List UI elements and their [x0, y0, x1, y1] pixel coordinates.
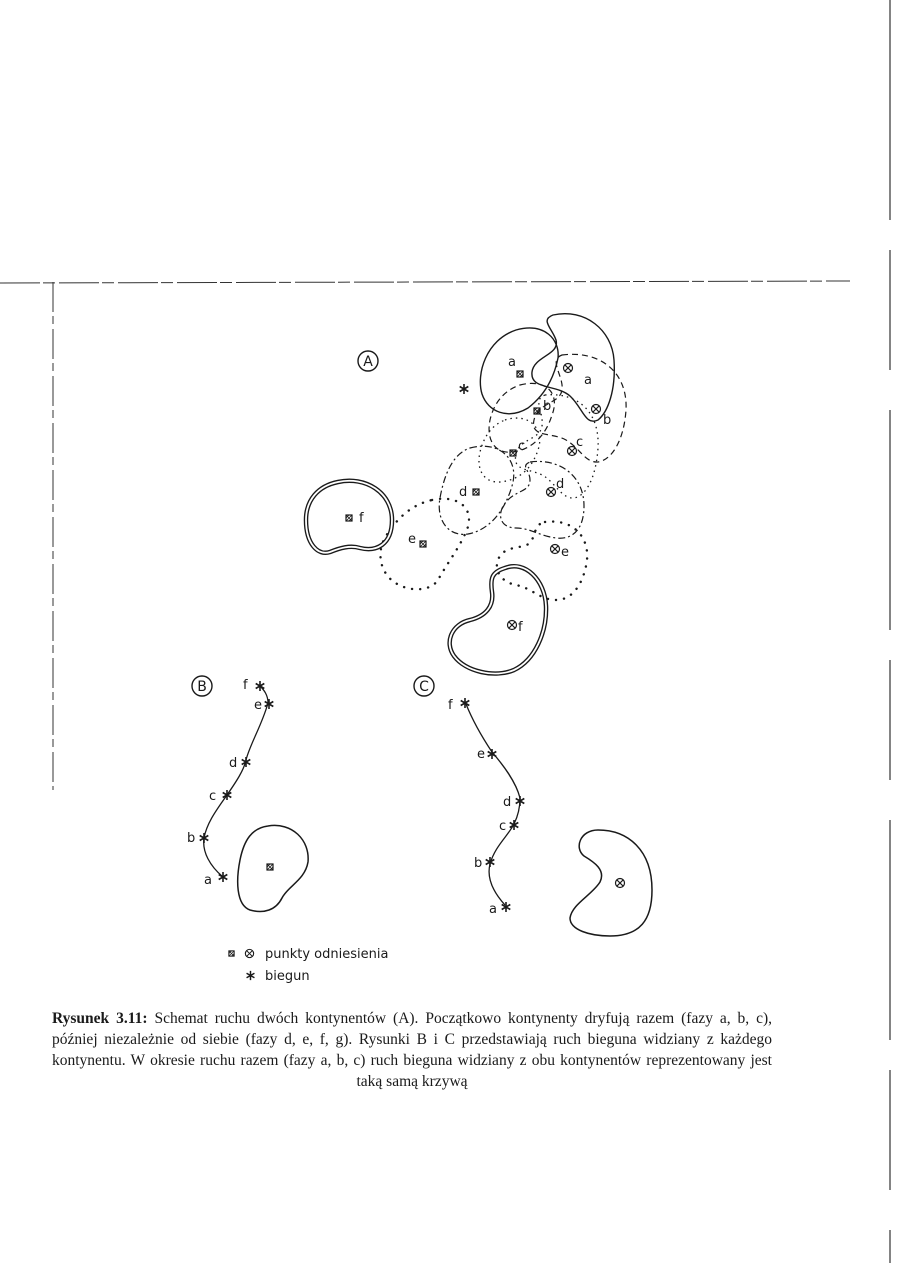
- pole-label-b-b: b: [187, 831, 196, 846]
- ref-square-icon: [420, 541, 426, 547]
- figure-caption: [52, 1008, 772, 1092]
- pole-label-c-a: a: [489, 902, 497, 917]
- label-e-1: e: [408, 532, 416, 547]
- ref-circle-icon: [551, 545, 560, 554]
- label-f-2: f: [518, 620, 523, 635]
- ref-circle-icon: [508, 621, 517, 630]
- label-e-2: e: [561, 545, 569, 560]
- pole-path-c: [466, 704, 520, 905]
- pole-star-icon: [486, 857, 495, 867]
- panel-a: [306, 314, 626, 674]
- continent-2-c: [570, 830, 652, 936]
- ref-square-icon: [517, 371, 523, 377]
- pole-label-c-d: d: [503, 795, 512, 810]
- pole-star-icon: [516, 796, 525, 806]
- label-c-1: c: [518, 439, 526, 454]
- pole-label-b-e: e: [254, 698, 262, 713]
- ref-circle-icon: [547, 488, 556, 497]
- ref-square-icon: [473, 489, 479, 495]
- legend-pole: biegun: [265, 969, 310, 984]
- label-d-2: d: [556, 477, 565, 492]
- pole-star-icon: [460, 384, 469, 394]
- legend-reference-points: punkty odniesienia: [265, 947, 389, 962]
- pole-star-icon: [461, 698, 470, 708]
- pole-label-b-f: f: [243, 678, 248, 693]
- panel-c-letter: C: [419, 679, 429, 695]
- ref-square-icon: [346, 515, 352, 521]
- pole-label-b-a: a: [204, 873, 212, 888]
- continent-1-phase-e: [380, 499, 469, 590]
- pole-path-b: [204, 686, 268, 877]
- panel-a-letter: A: [363, 354, 373, 370]
- pole-label-c-f: f: [448, 698, 453, 713]
- ref-circle-icon: [592, 405, 601, 414]
- legend: [229, 947, 389, 984]
- label-a-2: a: [584, 373, 592, 388]
- pole-star-icon: [242, 757, 251, 767]
- ref-circle-icon: [564, 364, 573, 373]
- continent-1-phase-f: [306, 481, 392, 553]
- continent-1-phase-c: [479, 418, 540, 482]
- pole-label-c-b: b: [474, 856, 483, 871]
- caption-text: Schemat ruchu dwóch kontynentów (A). Początkowo kontynenty dryfują razem (fazy a, b, c), później niezależnie od siebie (fazy d, e, f, g). Rysunki B i C przedstawiają ruch bieguna widziany z każdego kontynentu. W okresie ruchu razem (fazy a, b, c) ruch bieguna widziany z obu kontynentów reprezentowany jest taką samą krzywą: [52, 1010, 773, 1090]
- legend-circle-icon: [245, 949, 253, 957]
- legend-star-icon: [247, 971, 255, 980]
- label-b-2: b: [603, 413, 612, 428]
- label-b-1: b: [543, 399, 552, 414]
- ref-square-icon: [510, 450, 516, 456]
- label-a-1: a: [508, 355, 516, 370]
- ref-square-icon: [267, 864, 273, 870]
- panel-b: [187, 676, 308, 912]
- label-d-1: d: [459, 485, 468, 500]
- continent-2-phase-f: [450, 566, 546, 673]
- pole-label-b-d: d: [229, 756, 238, 771]
- pole-label-c-e: e: [477, 747, 485, 762]
- legend-square-icon: [229, 951, 234, 956]
- pole-label-b-c: c: [209, 789, 217, 804]
- ref-circle-icon: [616, 879, 625, 888]
- pole-label-c-c: c: [499, 819, 507, 834]
- label-f-1: f: [359, 511, 364, 526]
- caption-label: Rysunek 3.11:: [52, 1010, 148, 1027]
- pole-star-icon: [488, 749, 497, 759]
- panel-b-letter: B: [197, 679, 207, 695]
- continent-2-phase-d: [501, 461, 584, 538]
- panel-c: [414, 676, 652, 936]
- label-c-2: c: [576, 435, 584, 450]
- pole-star-icon: [200, 833, 209, 843]
